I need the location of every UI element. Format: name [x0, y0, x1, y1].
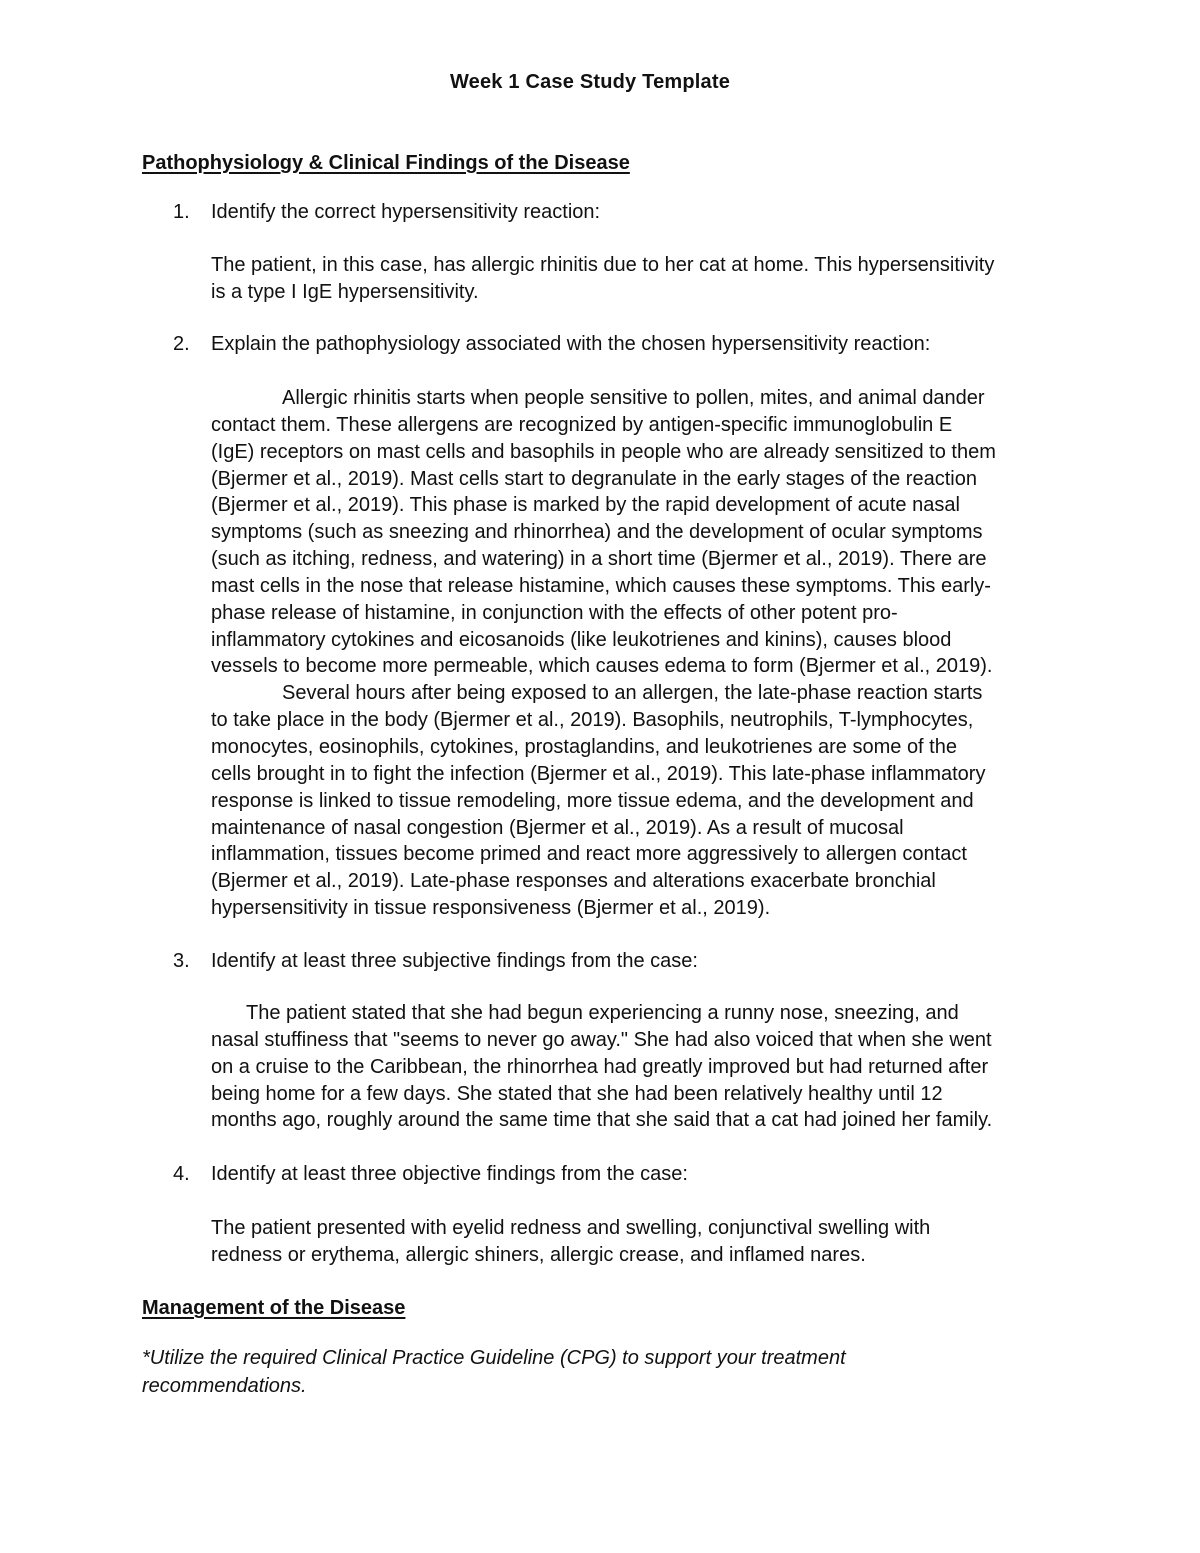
- question-3-answer: [211, 1000, 1071, 1134]
- note-line: *Utilize the required Clinical Practice Guideline (CPG) to support your treatment: [142, 1347, 846, 1369]
- answer-line: maintenance of nasal congestion (Bjermer et al., 2019). As a result of mucosal: [211, 816, 904, 839]
- question-1-prompt: Identify the correct hypersensitivity reaction:: [211, 201, 601, 223]
- answer-line: (Bjermer et al., 2019). Late-phase responses and alterations exacerbate bronchial: [211, 870, 936, 893]
- answer-line: being home for a few days. She stated that she had been relatively healthy until 12: [211, 1082, 943, 1105]
- answer-line: inflammatory cytokines and eicosanoids (like leukotrienes and kinins), causes blood: [211, 628, 952, 651]
- answer-line: (such as itching, redness, and watering) in a short time (Bjermer et al., 2019). There are: [211, 548, 987, 571]
- answer-line: response is linked to tissue remodeling, more tissue edema, and the development and: [211, 789, 974, 812]
- question-3-prompt: Identify at least three subjective findings from the case:: [211, 950, 698, 972]
- answer-line: inflammation, tissues become primed and react more aggressively to allergen contact: [211, 843, 967, 866]
- answer-line: hypersensitivity in tissue responsiveness (Bjermer et al., 2019).: [211, 897, 771, 920]
- answer-line: (Bjermer et al., 2019). Mast cells start to degranulate in the early stages of the reaction: [211, 467, 977, 490]
- answer-line: The patient stated that she had begun experiencing a runny nose, sneezing, and: [246, 1002, 959, 1024]
- answer-line: (Bjermer et al., 2019). This phase is marked by the rapid development of acute nasal: [211, 494, 960, 517]
- question-4-prompt: Identify at least three objective findings from the case:: [211, 1163, 688, 1185]
- answer-line: Several hours after being exposed to an allergen, the late-phase reaction starts: [282, 682, 983, 705]
- question-2-answer: [211, 385, 1071, 922]
- answer-line: on a cruise to the Caribbean, the rhinorrhea had greatly improved but had returned after: [211, 1055, 989, 1078]
- answer-line: nasal stuffiness that "seems to never go away." She had also voiced that when she went: [211, 1028, 992, 1051]
- answer-line: The patient presented with eyelid redness and swelling, conjunctival swelling with: [211, 1217, 931, 1239]
- answer-line: cells brought in to fight the infection (Bjermer et al., 2019). This late-phase inflammatory: [211, 762, 986, 785]
- answer-line: phase release of histamine, in conjunction with the effects of other potent pro-: [211, 601, 898, 624]
- section-heading-pathophysiology: Pathophysiology & Clinical Findings of the Disease: [142, 152, 630, 174]
- answer-line: is a type I IgE hypersensitivity.: [211, 280, 479, 303]
- question-4-answer: [211, 1215, 1071, 1269]
- question-1-answer: [211, 252, 1071, 306]
- question-4-number: 4.: [173, 1163, 190, 1185]
- answer-line: to take place in the body (Bjermer et al., 2019). Basophils, neutrophils, T-lymphocytes,: [211, 709, 974, 732]
- section-heading-management: Management of the Disease: [142, 1297, 406, 1319]
- answer-line: redness or erythema, allergic shiners, allergic crease, and inflamed nares.: [211, 1243, 866, 1266]
- note-line: recommendations.: [142, 1375, 307, 1397]
- answer-line: symptoms (such as sneezing and rhinorrhea) and the development of ocular symptoms: [211, 521, 983, 544]
- answer-line: (IgE) receptors on mast cells and basophils in people who are already sensitized to them: [211, 440, 996, 463]
- answer-line: contact them. These allergens are recognized by antigen-specific immunoglobulin E: [211, 413, 953, 436]
- answer-line: months ago, roughly around the same time that she said that a cat had joined her family.: [211, 1109, 993, 1132]
- answer-line: The patient, in this case, has allergic rhinitis due to her cat at home. This hypersensitivity: [211, 254, 995, 276]
- cpg-note: [142, 1344, 1042, 1400]
- question-2-prompt: Explain the pathophysiology associated with the chosen hypersensitivity reaction:: [211, 333, 931, 355]
- document-title: Week 1 Case Study Template: [449, 71, 731, 93]
- answer-line: Allergic rhinitis starts when people sensitive to pollen, mites, and animal dander: [282, 387, 985, 409]
- answer-line: vessels to become more permeable, which causes edema to form (Bjermer et al., 2019).: [211, 655, 993, 678]
- question-3-number: 3.: [173, 950, 190, 972]
- answer-line: monocytes, eosinophils, cytokines, prostaglandins, and leukotrienes are some of the: [211, 735, 957, 758]
- answer-line: mast cells in the nose that release histamine, which causes these symptoms. This early-: [211, 574, 991, 597]
- question-1-number: 1.: [173, 201, 190, 223]
- question-2-number: 2.: [173, 333, 190, 355]
